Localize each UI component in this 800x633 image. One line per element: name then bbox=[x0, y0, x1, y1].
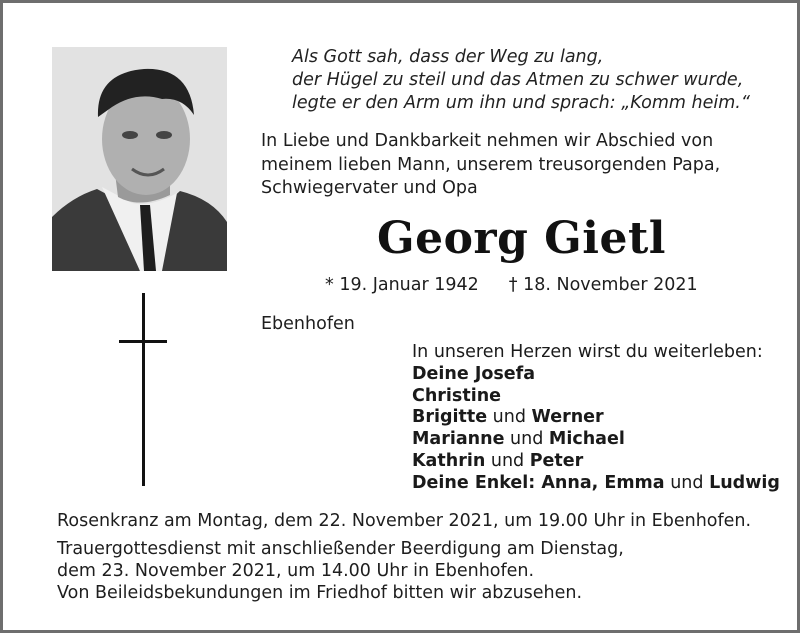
portrait-photo bbox=[52, 47, 227, 271]
service-details bbox=[57, 510, 777, 604]
mourner-line: Brigitte und Werner bbox=[412, 407, 604, 428]
intro-line: In Liebe und Dankbarkeit nehmen wir Abschied von bbox=[261, 131, 714, 151]
mourner-line: Kathrin und Peter bbox=[412, 450, 584, 471]
quote-line: Als Gott sah, dass der Weg zu lang, bbox=[292, 47, 604, 67]
mourner-line: Christine bbox=[412, 385, 502, 406]
hometown: Ebenhofen bbox=[261, 314, 355, 334]
condolence-note: Von Beileidsbekundungen im Friedhof bitten wir abzusehen. bbox=[57, 583, 583, 603]
mourner-line: Deine Josefa bbox=[412, 363, 536, 384]
cross-icon bbox=[119, 293, 167, 486]
intro-line: meinem lieben Mann, unserem treusorgenden Papa, bbox=[261, 154, 721, 175]
death-date: † 18. November 2021 bbox=[508, 275, 698, 295]
intro-line: Schwiegervater und Opa bbox=[261, 178, 478, 198]
birth-date: * 19. Januar 1942 bbox=[325, 275, 479, 295]
mourners-heading: In unseren Herzen wirst du weiterleben: bbox=[412, 342, 763, 362]
memorial-quote bbox=[292, 46, 772, 115]
mourner-line: Marianne und Michael bbox=[412, 429, 625, 450]
life-dates bbox=[325, 275, 698, 295]
mourner-line: Deine Enkel: Anna, Emma und Ludwig bbox=[412, 472, 780, 493]
funeral-info: Trauergottesdienst mit anschließender Beerdigung am Dienstag, bbox=[57, 539, 624, 559]
funeral-info: dem 23. November 2021, um 14.00 Uhr in Ebenhofen. bbox=[57, 561, 535, 581]
deceased-name: Georg Gietl bbox=[377, 213, 667, 264]
rosary-info: Rosenkranz am Montag, dem 22. November 2021, um 19.00 Uhr in Ebenhofen. bbox=[57, 511, 752, 531]
mourners-list bbox=[412, 342, 792, 495]
farewell-intro bbox=[261, 130, 761, 201]
quote-line: der Hügel zu steil und das Atmen zu schwer wurde, bbox=[292, 70, 744, 90]
quote-line: legte er den Arm um ihn und sprach: „Komm heim.“ bbox=[292, 93, 750, 113]
